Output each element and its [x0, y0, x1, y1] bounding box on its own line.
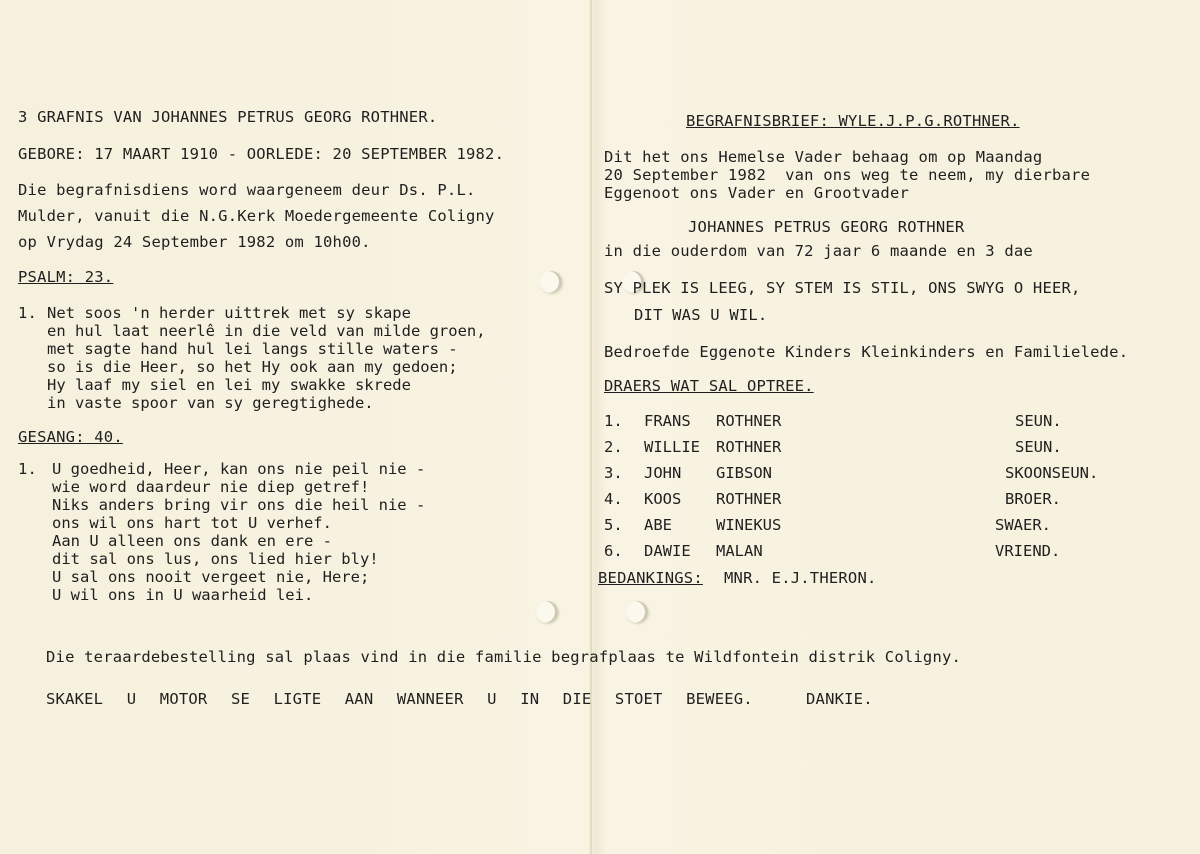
bearer-number: 4.	[604, 490, 623, 508]
bearer-relation: SEUN.	[1015, 412, 1062, 430]
intro-line-2: 20 September 1982 van ons weg te neem, my dierbare	[604, 166, 1091, 184]
bearer-relation: VRIEND.	[995, 542, 1061, 560]
psalm-line: so is die Heer, so het Hy ook aan my gedoen;	[47, 358, 458, 376]
bearer-first-name: KOOS	[644, 490, 682, 508]
gesang-line: U wil ons in U waarheid lei.	[52, 586, 314, 604]
punch-hole-left-top	[540, 271, 562, 293]
bearer-first-name: ABE	[644, 516, 672, 534]
punch-hole-left-bottom	[536, 601, 558, 623]
bearer-number: 2.	[604, 438, 623, 456]
mourners-line: Bedroefde Eggenote Kinders Kleinkinders en Familielede.	[604, 343, 1129, 361]
age-line: in die ouderdom van 72 jaar 6 maande en 3 dae	[604, 242, 1033, 260]
left-title: 3 GRAFNIS VAN JOHANNES PETRUS GEORG ROTHNER.	[18, 108, 438, 126]
bearer-number: 3.	[604, 464, 623, 482]
psalm-line: met sagte hand hul lei langs stille waters -	[47, 340, 458, 358]
bearers-heading: DRAERS WAT SAL OPTREE.	[604, 377, 814, 395]
thanks-name: MNR. E.J.THERON.	[724, 569, 877, 587]
gesang-number: 1.	[18, 460, 38, 478]
bearer-surname: GIBSON	[716, 464, 772, 482]
psalm-line: en hul laat neerlê in die veld van milde groen,	[47, 322, 486, 340]
psalm-line: Hy laaf my siel en lei my swakke skrede	[47, 376, 411, 394]
right-title: BEGRAFNISBRIEF: WYLE.J.P.G.ROTHNER.	[686, 112, 1020, 130]
bearer-first-name: FRANS	[644, 412, 691, 430]
page-fold	[590, 0, 592, 854]
bearer-relation: SKOONSEUN.	[1005, 464, 1099, 482]
bearer-relation: SEUN.	[1015, 438, 1062, 456]
bearer-first-name: WILLIE	[644, 438, 700, 456]
gesang-line: Aan U alleen ons dank en ere -	[52, 532, 332, 550]
quote-line-2: DIT WAS U WIL.	[634, 306, 768, 324]
thanks-heading: BEDANKINGS:	[598, 569, 703, 587]
psalm-line: Net soos 'n herder uittrek met sy skape	[47, 304, 411, 322]
gesang-heading: GESANG: 40.	[18, 428, 123, 446]
gesang-line: U goedheid, Heer, kan ons nie peil nie -	[52, 460, 426, 478]
gesang-line: dit sal ons lus, ons lied hier bly!	[52, 550, 379, 568]
service-line-2: Mulder, vanuit die N.G.Kerk Moedergemeente Coligny	[18, 207, 495, 225]
bearer-surname: ROTHNER	[716, 412, 782, 430]
service-line-1: Die begrafnisdiens word waargeneem deur Ds. P.L.	[18, 181, 476, 199]
deceased-name: JOHANNES PETRUS GEORG ROTHNER	[688, 218, 965, 236]
bearer-first-name: DAWIE	[644, 542, 691, 560]
birth-death-dates: GEBORE: 17 MAART 1910 - OORLEDE: 20 SEPTEMBER 1982.	[18, 145, 505, 163]
bearer-number: 6.	[604, 542, 623, 560]
service-line-3: op Vrydag 24 September 1982 om 10h00.	[18, 233, 371, 251]
burial-notice: Die teraardebestelling sal plaas vind in die familie begrafplaas te Wildfontein distrik Coligny.	[46, 648, 962, 666]
psalm-number: 1.	[18, 304, 38, 322]
psalm-heading: PSALM: 23.	[18, 268, 114, 286]
bearer-first-name: JOHN	[644, 464, 682, 482]
gesang-line: wie word daardeur nie diep getref!	[52, 478, 370, 496]
intro-line-1: Dit het ons Hemelse Vader behaag om op Maandag	[604, 148, 1043, 166]
bearer-number: 5.	[604, 516, 623, 534]
headlights-notice: SKAKEL U MOTOR SE LIGTE AAN WANNEER U IN DIE STOET BEWEEG.	[46, 690, 753, 708]
bearer-surname: WINEKUS	[716, 516, 782, 534]
bearer-relation: BROER.	[1005, 490, 1061, 508]
bearer-number: 1.	[604, 412, 623, 430]
bearer-relation: SWAER.	[995, 516, 1051, 534]
intro-line-3: Eggenoot ons Vader en Grootvader	[604, 184, 910, 202]
quote-line-1: SY PLEK IS LEEG, SY STEM IS STIL, ONS SWYG O HEER,	[604, 279, 1081, 297]
gesang-line: U sal ons nooit vergeet nie, Here;	[52, 568, 370, 586]
bearer-surname: ROTHNER	[716, 490, 782, 508]
psalm-line: in vaste spoor van sy geregtighede.	[47, 394, 374, 412]
closing-thanks: DANKIE.	[806, 690, 873, 708]
gesang-line: ons wil ons hart tot U verhef.	[52, 514, 332, 532]
bearer-surname: ROTHNER	[716, 438, 782, 456]
punch-hole-right-bottom	[626, 601, 648, 623]
gesang-line: Niks anders bring vir ons die heil nie -	[52, 496, 426, 514]
bearer-surname: MALAN	[716, 542, 763, 560]
